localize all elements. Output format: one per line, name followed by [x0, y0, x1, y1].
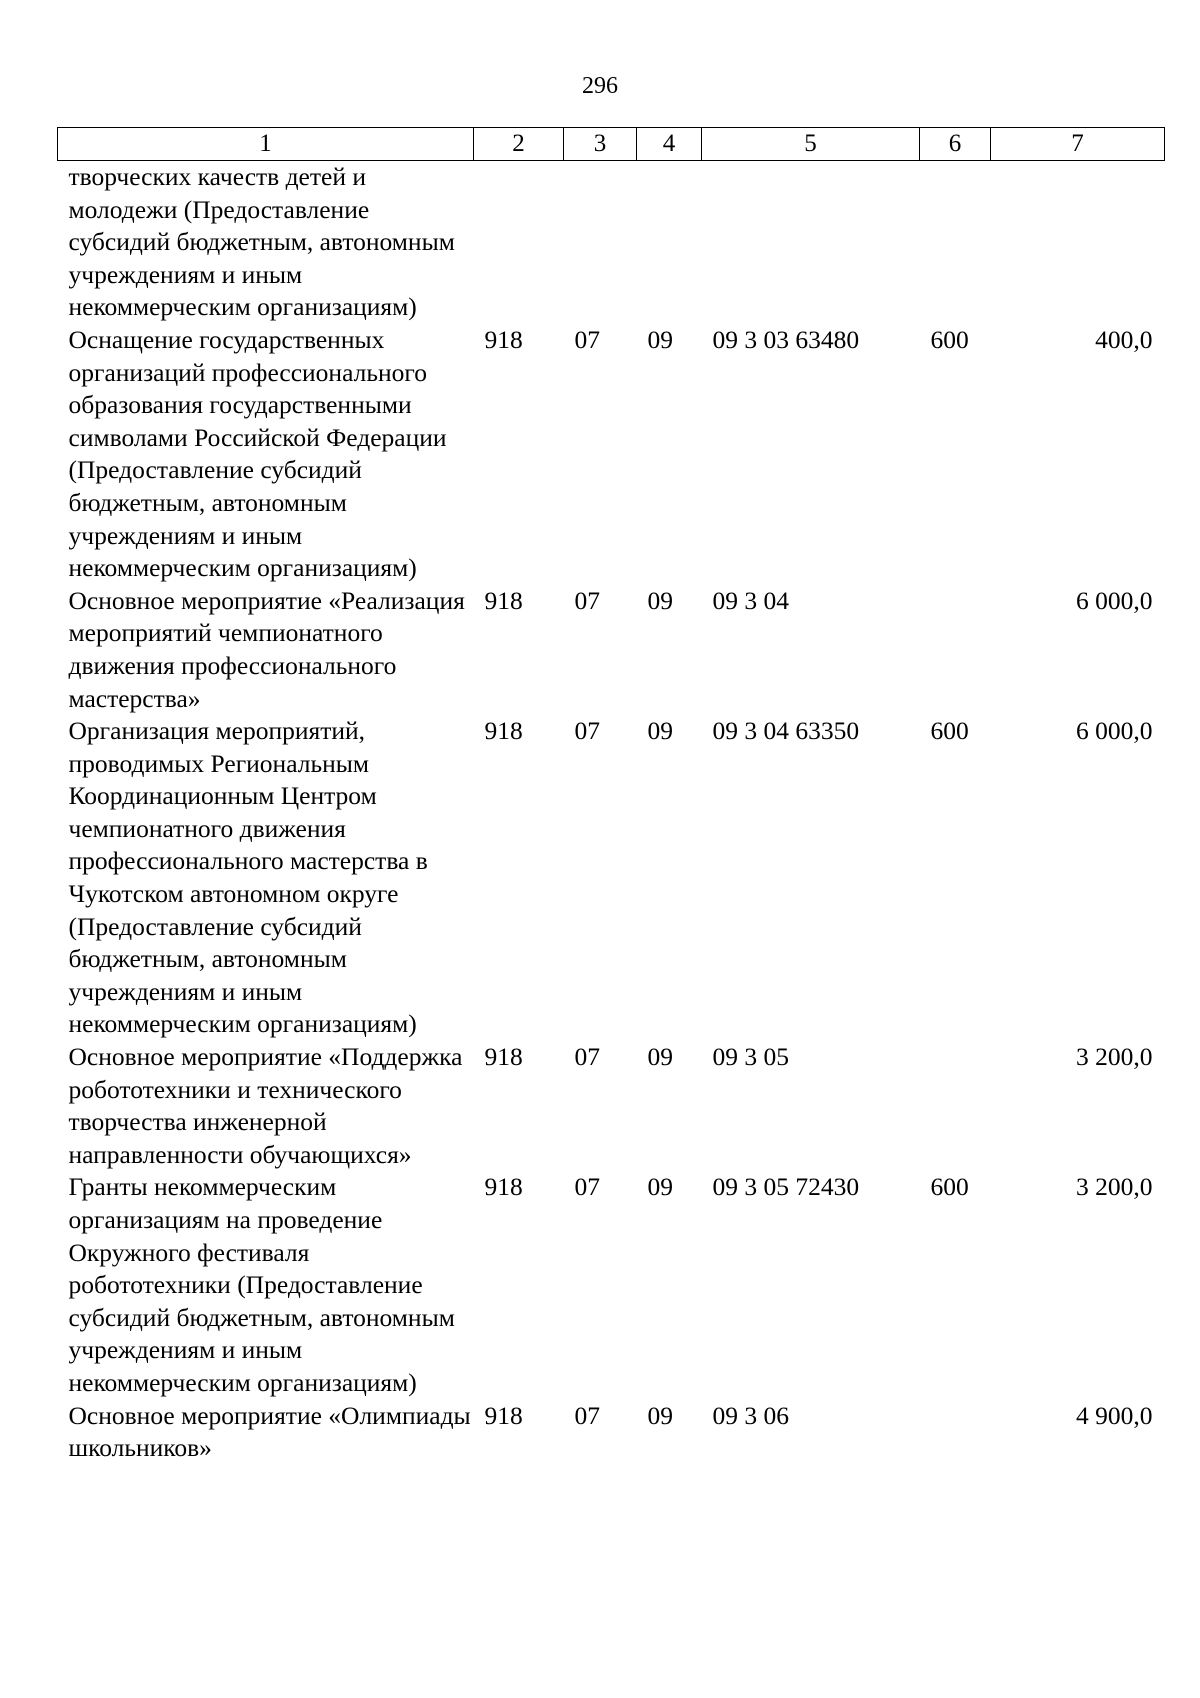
row-amount: [991, 161, 1165, 324]
header-col-1: 1: [58, 128, 474, 161]
row-col-6: [920, 1400, 991, 1465]
header-col-4: 4: [637, 128, 702, 161]
row-name: Оснащение государственных организаций профессионального образования государственными символами Российской Федерации (Предоставление субсидий бюджетным, автономным учреждениям и иным некоммерческим организациям): [68, 324, 447, 583]
row-col-6: 600: [930, 716, 969, 746]
row-name: Основное мероприятие «Олимпиады школьников»: [68, 1400, 471, 1463]
table-row: [58, 1171, 1165, 1399]
header-row: [58, 128, 1165, 161]
row-col-4: 09: [647, 716, 673, 746]
row-col-3: 07: [574, 1400, 600, 1430]
table-row: [58, 715, 1165, 1041]
table-body: [58, 161, 1165, 1465]
row-col-6: [920, 1041, 991, 1171]
row-col-6: [920, 161, 991, 324]
table-row: [58, 1400, 1165, 1465]
table-row: [58, 1041, 1165, 1171]
row-col-6: 600: [930, 324, 969, 354]
row-col-2: [474, 161, 564, 324]
table-row: [58, 161, 1165, 324]
row-col-5: 09 3 05 72430: [712, 1172, 860, 1202]
row-name: Гранты некоммерческим организациям на проведение Окружного фестиваля робототехники (Предоставление субсидий бюджетным, автономным учреждениям и иным некоммерческим организациям): [68, 1172, 455, 1397]
row-amount: 400,0: [1095, 324, 1153, 354]
header-col-2: 2: [474, 128, 564, 161]
row-col-2: 918: [484, 1400, 523, 1430]
row-col-2: 918: [484, 1172, 523, 1202]
row-col-3: 07: [574, 1172, 600, 1202]
row-col-4: 09: [647, 324, 673, 354]
row-col-6: [920, 585, 991, 715]
row-col-3: [564, 161, 637, 324]
row-col-3: 07: [574, 716, 600, 746]
page-number: 296: [582, 73, 618, 99]
row-col-4: 09: [647, 1172, 673, 1202]
row-name: Организация мероприятий, проводимых Региональным Координационным Центром чемпионатного движения профессионального мастерства в Чукотском автономном округе (Предоставление субсидий бюджетным, автономным учреждениям и иным некоммерческим организациям): [68, 716, 428, 1039]
row-col-3: 07: [574, 1042, 600, 1072]
row-col-5: 09 3 06: [712, 1400, 789, 1430]
row-col-5: 09 3 04: [712, 585, 789, 615]
row-col-4: [637, 161, 702, 324]
table-row: [58, 324, 1165, 585]
row-col-2: 918: [484, 1042, 523, 1072]
row-col-5: 09 3 03 63480: [712, 324, 860, 354]
header-col-5: 5: [702, 128, 920, 161]
row-col-3: 07: [574, 324, 600, 354]
row-amount: 6 000,0: [1076, 585, 1153, 615]
row-col-2: 918: [484, 585, 523, 615]
row-col-6: 600: [930, 1172, 969, 1202]
row-name: Основное мероприятие «Поддержка робототехники и технического творчества инженерной направленности обучающихся»: [68, 1042, 463, 1169]
row-col-2: 918: [484, 324, 523, 354]
header-col-3: 3: [564, 128, 637, 161]
row-col-4: 09: [647, 1400, 673, 1430]
row-amount: 3 200,0: [1076, 1042, 1153, 1072]
row-amount: 4 900,0: [1076, 1400, 1153, 1430]
row-amount: 3 200,0: [1076, 1172, 1153, 1202]
row-col-5: 09 3 05: [712, 1042, 789, 1072]
table-header: [58, 128, 1165, 161]
row-col-4: 09: [647, 585, 673, 615]
table-row: [58, 585, 1165, 715]
row-col-3: 07: [574, 585, 600, 615]
row-name: творческих качеств детей и молодежи (Предоставление субсидий бюджетным, автономным учреждениям и иным некоммерческим организациям): [68, 162, 455, 322]
row-amount: 6 000,0: [1076, 716, 1153, 746]
budget-table: [57, 127, 1165, 1465]
row-name: Основное мероприятие «Реализация мероприятий чемпионатного движения профессионального мастерства»: [68, 585, 465, 713]
row-col-5: [702, 161, 920, 324]
row-col-2: 918: [484, 716, 523, 746]
row-col-5: 09 3 04 63350: [712, 716, 860, 746]
row-col-4: 09: [647, 1042, 673, 1072]
header-col-6: 6: [920, 128, 991, 161]
header-col-7: 7: [991, 128, 1165, 161]
